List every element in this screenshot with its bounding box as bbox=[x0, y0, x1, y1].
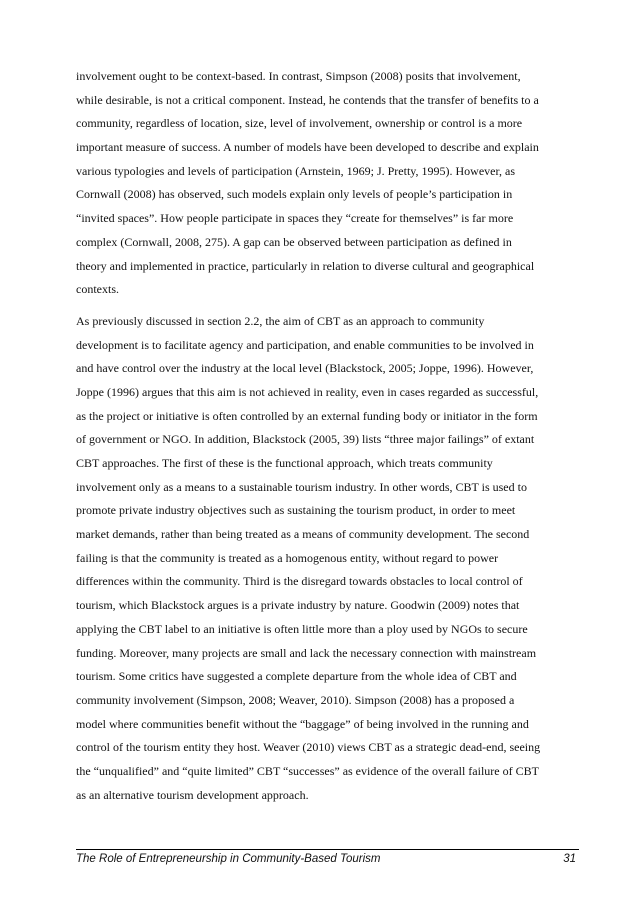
text-line: involvement only as a means to a sustainable tourism industry. In other words, CBT is used to bbox=[76, 479, 527, 494]
text-line: market demands, rather than being treated as a means of community development. The second bbox=[76, 527, 530, 542]
text-line: and have control over the industry at the local level (Blackstock, 2005; Joppe, 1996). However, bbox=[76, 361, 534, 376]
text-line: community involvement (Simpson, 2008; Weaver, 2010). Simpson (2008) has a proposed a bbox=[76, 692, 515, 707]
text-line: the “unqualified” and “quite limited” CBT “successes” as evidence of the overall failure of CBT bbox=[76, 763, 539, 778]
text-line: tourism, which Blackstock argues is a private industry by nature. Goodwin (2009) notes that bbox=[76, 598, 520, 613]
text-line: important measure of success. A number of models have been developed to describe and explain bbox=[76, 140, 539, 155]
text-line: As previously discussed in section 2.2, the aim of CBT as an approach to community bbox=[76, 313, 485, 328]
text-line: development is to facilitate agency and participation, and enable communities to be involved in bbox=[76, 337, 534, 352]
text-line: tourism. Some critics have suggested a complete departure from the whole idea of CBT and bbox=[76, 669, 517, 684]
text-line: CBT approaches. The first of these is the functional approach, which treats community bbox=[76, 456, 493, 470]
text-line: complex (Cornwall, 2008, 275). A gap can be observed between participation as defined in bbox=[76, 234, 512, 249]
text-line: model where communities benefit without the “baggage” of being involved in the running and bbox=[76, 716, 529, 731]
text-line: while desirable, is not a critical component. Instead, he contends that the transfer of benefits to a bbox=[76, 92, 539, 107]
text-line: promote private industry objectives such as sustaining the tourism product, in order to meet bbox=[76, 503, 516, 518]
text-line: differences within the community. Third is the disregard towards obstacles to local control of bbox=[76, 574, 523, 589]
text-line: contexts. bbox=[76, 282, 119, 297]
text-line: applying the CBT label to an initiative is often little more than a ploy used by NGOs to secure bbox=[76, 621, 528, 636]
text-line: community, regardless of location, size, level of involvement, ownership or control is a more bbox=[76, 116, 523, 131]
text-line: Joppe (1996) argues that this aim is not achieved in reality, even in cases regarded as successful, bbox=[76, 384, 539, 399]
text-line: theory and implemented in practice, particularly in relation to diverse cultural and geographical bbox=[76, 258, 535, 273]
text-line: Cornwall (2008) has observed, such models explain only levels of people’s participation in bbox=[76, 187, 513, 202]
text-line: involvement ought to be context-based. In contrast, Simpson (2008) posits that involvement, bbox=[76, 69, 521, 83]
footer-divider bbox=[76, 849, 579, 850]
text-line: “invited spaces”. How people participate in spaces they “create for themselves” is far more bbox=[76, 211, 514, 226]
body-text bbox=[76, 65, 576, 807]
text-line: as an alternative tourism development approach. bbox=[76, 787, 309, 802]
paragraph-1 bbox=[76, 65, 576, 302]
text-line: failing is that the community is treated as a homogenous entity, without regard to power bbox=[76, 550, 499, 565]
text-line: of government or NGO. In addition, Blackstock (2005, 39) lists “three major failings” of extant bbox=[76, 432, 535, 447]
page-number: 31 bbox=[563, 853, 576, 865]
text-line: various typologies and levels of participation (Arnstein, 1969; J. Pretty, 1995). However, as bbox=[76, 163, 515, 178]
text-line: funding. Moreover, many projects are small and lack the necessary connection with mainstream bbox=[76, 645, 537, 660]
text-line: as the project or initiative is often controlled by an external funding body or initiator in the form bbox=[76, 408, 538, 423]
paragraph-2 bbox=[76, 310, 576, 807]
text-line: control of the tourism entity they host. Weaver (2010) views CBT as a strategic dead-end, seeing bbox=[76, 740, 541, 755]
footer-title: The Role of Entrepreneurship in Community-Based Tourism bbox=[76, 853, 381, 865]
